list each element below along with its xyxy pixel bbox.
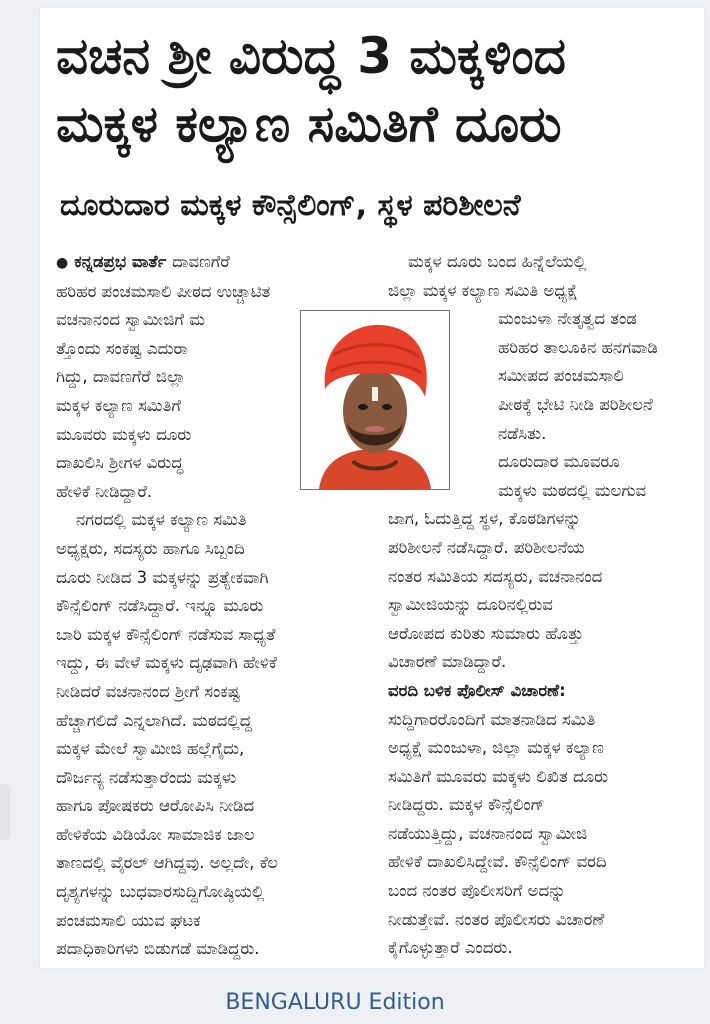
body-line: ಹೇಳಿಕೆ ದಾಖಲಿಸಿದ್ದೇವೆ. ಕೌನ್ಸೆಲಿಂಗ್ ವರದಿ bbox=[388, 852, 607, 872]
body-line: ಆರೋಪದ ಕುರಿತು ಸುಮಾರು ಹೊತ್ತು bbox=[388, 623, 584, 643]
body-line: ಹರಿಹರ ತಾಲೂಕಿನ ಹನಗವಾಡಿ bbox=[498, 337, 658, 357]
body-line: ಬಂದ ನಂತರ ಪೊಲೀಸರಿಗೆ ಅದನ್ನು bbox=[388, 881, 566, 901]
body-line: ಮಂಜುಳಾ ನೇತೃತ್ವದ ತಂಡ bbox=[498, 309, 637, 329]
article-column-right bbox=[388, 248, 692, 963]
body-line: ಮಕ್ಕಳ ದೂರು ಬಂದ ಹಿನ್ನೆಲೆಯಲ್ಲಿ bbox=[408, 252, 587, 271]
body-line: ಅಧ್ಯಕ್ಷರು, ಸದಸ್ಯರು ಹಾಗೂ ಸಿಬ್ಬಂದಿ bbox=[56, 538, 245, 558]
body-line: ನೀಡಿದರೆ ವಚನಾನಂದ ಶ್ರೀಗೆ ಸಂಕಷ್ಟ bbox=[56, 681, 241, 701]
bullet-icon: ● bbox=[56, 255, 69, 271]
body-line: ನಗರದಲ್ಲಿ ಮಕ್ಕಳ ಕಲ್ಯಾಣ ಸಮಿತಿ bbox=[76, 510, 247, 530]
body-line: ಮೂವರು ಮಕ್ಕಳು ದೂರು bbox=[56, 424, 192, 444]
headline-line-2: ಮಕ್ಕಳ ಕಲ್ಯಾಣ ಸಮಿತಿಗೆ ದೂರು bbox=[56, 95, 562, 153]
body-line: ಕೈಗೊಳ್ಳುತ್ತಾರೆ ಎಂದರು. bbox=[388, 938, 513, 958]
body-line: ಕೌನ್ಸೆಲಿಂಗ್ ನಡೆಸಿದ್ದಾರೆ. ಇನ್ನೂ ಮೂರು bbox=[56, 596, 264, 616]
body-line: ನೀಡುತ್ತೇವೆ. ನಂತರ ಪೊಲೀಸರು ವಿಚಾರಣೆ bbox=[388, 909, 605, 929]
body-line: ದೂರು ನೀಡಿದ 3 ಮಕ್ಕಳನ್ನು ಪ್ರತ್ಯೇಕವಾಗಿ bbox=[56, 567, 269, 587]
body-line: ಅಧ್ಯಕ್ಷೆ ಮಂಜುಳಾ, ಜಿಲ್ಲಾ ಮಕ್ಕಳ ಕಲ್ಯಾಣ bbox=[388, 738, 604, 758]
body-line: ಗಿದ್ದು, ದಾವಣಗೆರೆ ಜಿಲ್ಲಾ bbox=[56, 367, 186, 387]
body-line: ಹಾಗೂ ಪೋಷಕರು ಆರೋಪಿಸಿ ನೀಡಿದ bbox=[56, 796, 255, 816]
body-line: ತ್ತೊಂದು ಸಂಕಷ್ಟ ಎದುರಾ bbox=[56, 338, 188, 358]
body-line: ಸಮೀಪದ ಪಂಚಮಸಾಲಿ bbox=[498, 366, 624, 386]
body-line: ದೌರ್ಜನ್ಯ ನಡೆಸುತ್ತಾರೆಂದು ಮಕ್ಕಳು bbox=[56, 767, 237, 787]
body-line: ಪೀಠಕ್ಕೆ ಭೇಟಿ ನೀಡಿ ಪರಿಶೀಲನೆ bbox=[498, 394, 653, 414]
body-line: ದಾಖಲಿಸಿ ಶ್ರೀಗಳ ವಿರುದ್ಧ bbox=[56, 453, 184, 473]
body-line: ಜಾಗ, ಓದುತ್ತಿದ್ದ ಸ್ಥಳ, ಕೊಠಡಿಗಳನ್ನು bbox=[388, 509, 582, 529]
section-subheading: ವರದಿ ಬಳಿಕ ಪೊಲೀಸ್ ವಿಚಾರಣೆ: bbox=[388, 680, 566, 700]
subheadline: ದೂರುದಾರ ಮಕ್ಕಳ ಕೌನ್ಸೆಲಿಂಗ್, ಸ್ಥಳ ಪರಿಶೀಲನೆ bbox=[60, 188, 521, 223]
edition-footer bbox=[0, 990, 710, 1015]
body-line: ಸುದ್ದಿಗಾರರೊಂದಿಗೆ ಮಾತನಾಡಿದ ಸಮಿತಿ bbox=[388, 709, 596, 729]
body-line: ಪಂಚಮಸಾಲಿ ಯುವ ಘಟಕ bbox=[56, 910, 201, 930]
body-line: ನೀಡಿದ್ದರು. ಮಕ್ಕಳ ಕೌನ್ಸೆಲಿಂಗ್ bbox=[388, 795, 545, 815]
body-line: ಹೆಚ್ಚಾಗಲಿದೆ ಎನ್ನಲಾಗಿದೆ. ಮಠದಲ್ಲಿದ್ದ bbox=[56, 710, 252, 730]
body-line: ನಡೆಯುತ್ತಿದ್ದು, ವಚನಾನಂದ ಸ್ವಾಮೀಜಿ bbox=[388, 823, 588, 843]
body-line: ಪದಾಧಿಕಾರಿಗಳು ಬಿಡುಗಡೆ ಮಾಡಿದ್ದರು. bbox=[56, 939, 260, 959]
body-line: ಹರಿಹರ ಪಂಚಮಸಾಲಿ ಪೀಠದ ಉಚ್ಚಾಟಿತ bbox=[56, 281, 271, 301]
newspaper-clipping bbox=[40, 8, 704, 968]
body-line: ತಾಣದಲ್ಲಿ ವೈರಲ್ ಆಗಿದ್ದವು. ಅಲ್ಲದೇ, ಕೆಲ bbox=[56, 853, 278, 873]
headline-line-1: ವಚನ ಶ್ರೀ ವಿರುದ್ಧ 3 ಮಕ್ಕಳಿಂದ bbox=[56, 27, 566, 85]
dateline-source: ಕನ್ನಡಪ್ರಭ ವಾರ್ತೆ bbox=[74, 252, 167, 271]
body-line: ದೃಶ್ಯಗಳನ್ನು ಬುಧವಾರಸುದ್ದಿಗೋಷ್ಠಿಯಲ್ಲಿ bbox=[56, 882, 265, 902]
body-line: ವಿಚಾರಣೆ ಮಾಡಿದ್ದಾರೆ. bbox=[388, 652, 507, 672]
dateline-place: ದಾವಣಗೆರೆ bbox=[172, 252, 230, 271]
body-line: ಮಕ್ಕಳ ಕಲ್ಯಾಣ ಸಮಿತಿಗೆ bbox=[56, 395, 181, 415]
body-line: ಮಕ್ಕಳು ಮಠದಲ್ಲಿ ಮಲಗುವ bbox=[498, 480, 647, 500]
body-line: ಬಾರಿ ಮಕ್ಕಳ ಕೌನ್ಸೆಲಿಂಗ್ ನಡೆಸುವ ಸಾಧ್ಯತೆ bbox=[56, 624, 276, 644]
dateline bbox=[56, 248, 374, 278]
edition-label: BENGALURU Edition bbox=[225, 990, 445, 1015]
body-line: ಇದ್ದು, ಈ ವೇಳೆ ಮಕ್ಕಳು ದೃಢವಾಗಿ ಹೇಳಿಕೆ bbox=[56, 653, 277, 673]
body-line: ನಡೆಸಿತು. bbox=[498, 423, 547, 443]
body-line: ನಂತರ ಸಮಿತಿಯ ಸದಸ್ಯರು, ವಚನಾನಂದ bbox=[388, 566, 603, 586]
body-line: ಸಮಿತಿಗೆ ಮೂವರು ಮಕ್ಕಳು ಲಿಖಿತ ದೂರು bbox=[388, 766, 609, 786]
body-line: ವಚನಾನಂದ ಸ್ವಾಮೀಜಿಗೆ ಮ bbox=[56, 310, 205, 330]
body-line: ಪರಿಶೀಲನೆ ನಡೆಸಿದ್ದಾರೆ. ಪರಿಶೀಲನೆಯ bbox=[388, 537, 585, 557]
body-line: ಹೇಳಿಕೆ ನೀಡಿದ್ದಾರೆ. bbox=[56, 481, 153, 501]
body-line: ಹೇಳಿಕೆಯ ವಿಡಿಯೋ ಸಾಮಾಜಿಕ ಜಾಲ bbox=[56, 824, 255, 844]
body-line: ದೂರುದಾರ ಮೂವರೂ bbox=[498, 452, 620, 472]
page-edge-handle[interactable] bbox=[0, 784, 10, 840]
body-line: ಜಿಲ್ಲಾ ಮಕ್ಕಳ ಕಲ್ಯಾಣ ಸಮಿತಿ ಅಧ್ಯಕ್ಷೆ bbox=[388, 280, 578, 300]
body-line: ಸ್ವಾಮೀಜಿಯನ್ನು ದೂರಿನಲ್ಲಿರುವ bbox=[388, 595, 553, 615]
body-line: ಮಕ್ಕಳ ಮೇಲೆ ಸ್ವಾಮೀಜಿ ಹಲ್ಲೆಗೈದು, bbox=[56, 739, 245, 759]
